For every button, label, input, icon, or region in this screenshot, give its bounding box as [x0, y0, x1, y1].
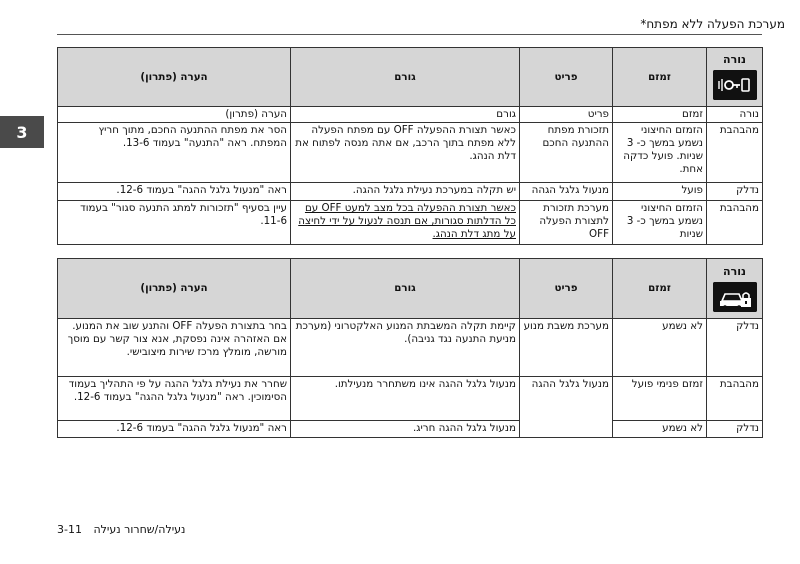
table-row: [58, 201, 763, 245]
cell: גורם: [291, 107, 520, 123]
table-row: [58, 123, 763, 183]
keyless-warning-table-2: [57, 258, 763, 438]
cell-item: מנעול גלגל הגהה: [520, 183, 613, 201]
footer-section: נעילה/שחרור נעילה: [93, 523, 186, 536]
table-row: [58, 377, 763, 421]
cell-note: ראה "מנעול גלגל ההגה" בעמוד 12-6.: [58, 183, 291, 201]
header-buzzer: זמזם: [613, 259, 707, 319]
header-cause: גורם: [291, 259, 520, 319]
cell-lamp: מהבהבת: [707, 377, 763, 421]
cell-cause: מנעול גלגל ההגה אינו משתחרר מנעילתו.: [291, 377, 520, 421]
cell-lamp: מהבהבת: [707, 201, 763, 245]
header-rule: [57, 34, 762, 35]
cell-buzzer: הזמזם החיצוני נשמע במשך כ- 3 שניות. פועל כדקה אחת.: [613, 123, 707, 183]
cell: נורה: [707, 107, 763, 123]
cell-item: מנעול גלגל ההגה: [520, 377, 613, 438]
cell-cause: מנעול גלגל ההגה חריג.: [291, 421, 520, 438]
page-title: מערכת הפעלה ללא מפתח*: [640, 17, 785, 31]
cell-buzzer: לא נשמע: [613, 319, 707, 377]
cell-buzzer: לא נשמע: [613, 421, 707, 438]
cell-cause: קיימת תקלה המשבתת המנוע האלקטרוני (מערכת מניעת התנעה נגד גניבה).: [291, 319, 520, 377]
cell-cause: כאשר תצורת ההפעלה בכל מצב למעט OFF עם כל הדלתות סגורות, אם תנסה לנעול על ידי לחיצה על מתג דלת הנהג.: [291, 201, 520, 245]
cell-item: תזכורת מפתח ההתנעה החכם: [520, 123, 613, 183]
header-cause: גורם: [291, 48, 520, 107]
header-item: פריט: [520, 48, 613, 107]
chapter-tab: 3: [0, 116, 44, 148]
header-note: הערה (פתרון): [58, 259, 291, 319]
cell-lamp: נדלק: [707, 421, 763, 438]
header-buzzer: זמזם: [613, 48, 707, 107]
table-row: [58, 183, 763, 201]
cell-item: מערכת משבת מנוע: [520, 319, 613, 377]
table-row: [58, 319, 763, 377]
cell-note: הסר את מפתח ההתנעה החכם, מתוך חריץ המפתח. ראה "התנעה" בעמוד 13-6.: [58, 123, 291, 183]
table-row: [58, 421, 763, 438]
header-lamp: נורה: [707, 259, 763, 319]
cell-lamp: נדלק: [707, 319, 763, 377]
header-lamp: נורה: [707, 48, 763, 107]
cell-lamp: נדלק: [707, 183, 763, 201]
header-item: פריט: [520, 259, 613, 319]
cell-note: ראה "מנעול גלגל ההגה" בעמוד 12-6.: [58, 421, 291, 438]
car-lock-warning-icon: [713, 282, 757, 312]
keyless-warning-table-1: [57, 47, 763, 245]
cell-cause: יש תקלה במערכת נעילת גלגל ההגה.: [291, 183, 520, 201]
cell-buzzer: זמזם פנימי פועל: [613, 377, 707, 421]
cell-item: מערכת תזכורת לתצורת הפעלה OFF: [520, 201, 613, 245]
cell-note: בחר בתצורת הפעלה OFF והתנע שוב את המנוע. אם האזהרה אינה נפסקת, אנא צור קשר עם מוסך מורשה, מומלץ מרכז שירות מיצובישי.: [58, 319, 291, 377]
cell: פריט: [520, 107, 613, 123]
cell-note: עיין בסעיף "תזכורות למתג התנעה סגור" בעמוד 11-6.: [58, 201, 291, 245]
cell-cause: כאשר תצורת ההפעלה OFF עם מפתח הפעלה ללא מפתח בתוך הרכב, אם אתה מנסה לפתוח את דלת הנהג.: [291, 123, 520, 183]
cell-buzzer: הזמזם החיצוני נשמע במשך כ- 3 שניות: [613, 201, 707, 245]
page-footer: [57, 523, 185, 536]
cell: זמזם: [613, 107, 707, 123]
page-number: 3-11: [57, 523, 82, 536]
table-subheader-row: [58, 107, 763, 123]
header-note: הערה (פתרון): [58, 48, 291, 107]
cell-buzzer: פועל: [613, 183, 707, 201]
cell: הערה (פתרון): [58, 107, 291, 123]
cell-lamp: מהבהבת: [707, 123, 763, 183]
key-indicator-icon: [713, 70, 757, 100]
cell-note: שחרר את נעילת גלגל ההגה על פי התהליך בעמוד הסימוכין. ראה "מנעול גלגל ההגה" בעמוד 12-6.: [58, 377, 291, 421]
